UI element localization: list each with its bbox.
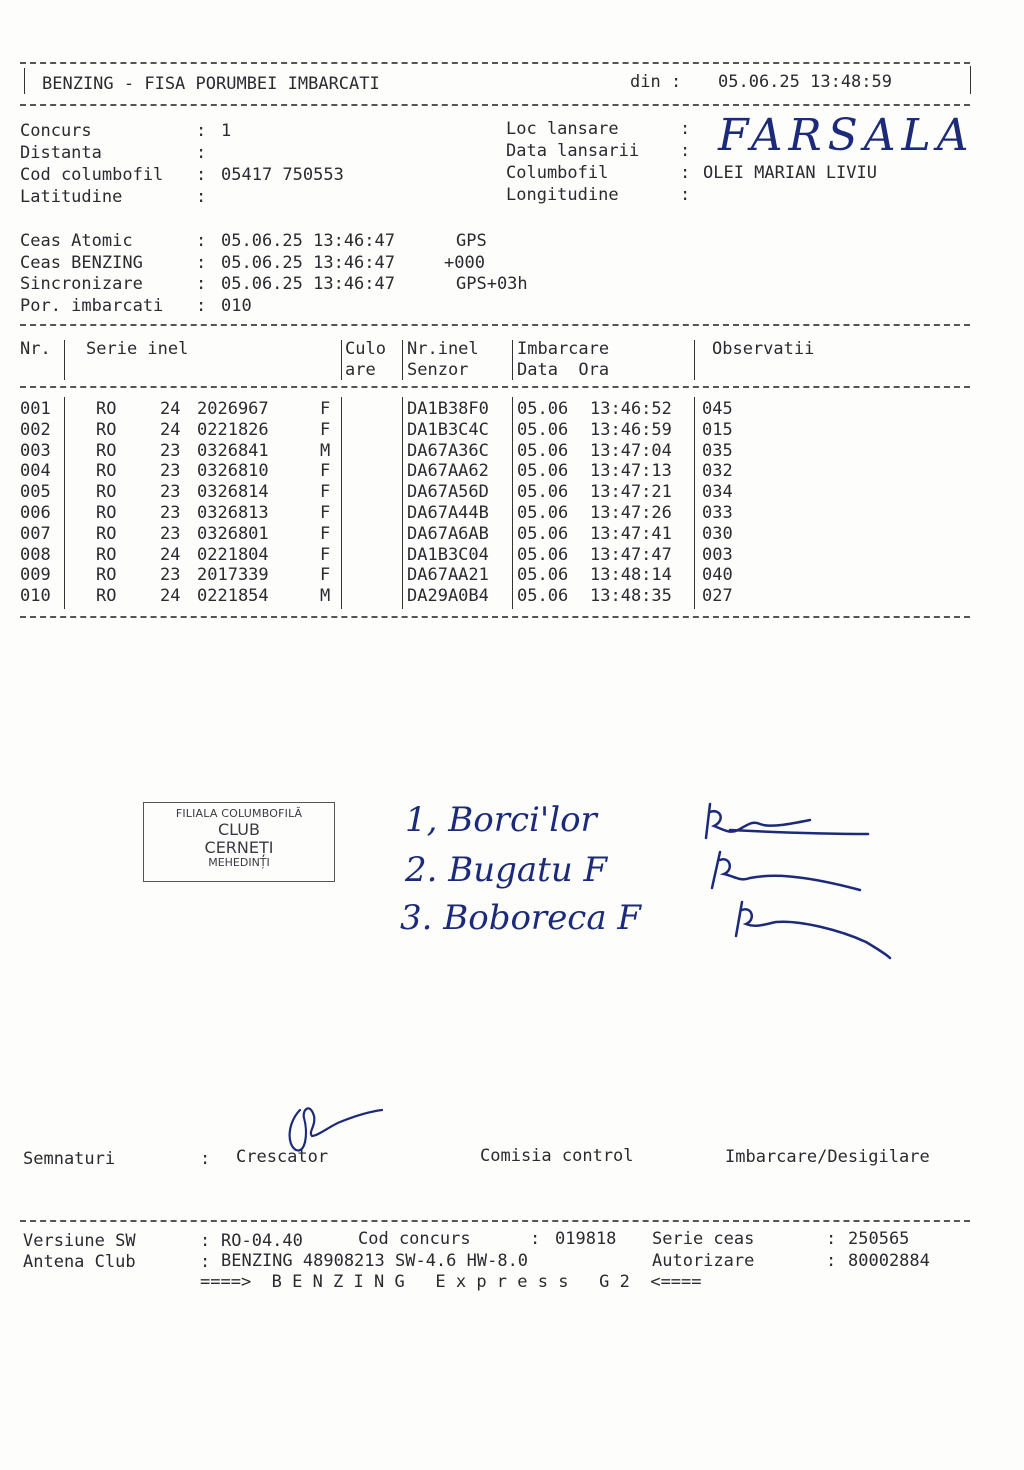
versiune-sw-value: RO-04.40 xyxy=(221,1231,303,1251)
cell-time: 13:47:13 xyxy=(590,461,672,481)
cell-sex: M xyxy=(320,441,331,461)
cell-sex: F xyxy=(320,461,331,481)
cell-obs: 045 xyxy=(702,399,733,419)
cell-sensor: DA67AA62 xyxy=(407,461,489,481)
signature-2 xyxy=(712,852,860,890)
col-header-data-ora: Data Ora xyxy=(517,360,610,380)
cell-date: 05.06 xyxy=(517,441,569,461)
autorizare-value: 80002884 xyxy=(848,1251,930,1271)
cell-time: 13:47:26 xyxy=(590,503,672,523)
loc-lansare-label: Loc lansare xyxy=(506,119,619,139)
row-separator xyxy=(341,397,342,609)
crescator-label: Crescator xyxy=(236,1147,329,1167)
handwritten-entry-3: 3. Boboreca F xyxy=(400,898,642,938)
data-lansarii-label: Data lansarii xyxy=(506,141,640,161)
cell-date: 05.06 xyxy=(517,420,569,440)
cell-date: 05.06 xyxy=(517,586,569,606)
row-separator xyxy=(402,397,403,609)
ceas-atomic-value: 05.06.25 13:46:47 xyxy=(221,231,395,251)
cell-sex: F xyxy=(320,482,331,502)
columbofil-label: Columbofil xyxy=(506,163,609,183)
cell-time: 13:48:35 xyxy=(590,586,672,606)
footer-top-rule xyxy=(20,1220,970,1222)
cell-obs: 030 xyxy=(702,524,733,544)
cell-sex: M xyxy=(320,586,331,606)
cell-sensor: DA67A56D xyxy=(407,482,489,502)
table-bottom-rule xyxy=(20,616,970,618)
sincronizare-value: 05.06.25 13:46:47 xyxy=(221,274,395,294)
longitudine-label: Longitudine xyxy=(506,185,619,205)
header-datetime: 05.06.25 13:48:59 xyxy=(718,72,892,92)
handwritten-entry-2: 2. Bugatu F xyxy=(405,850,608,890)
table-top-rule xyxy=(20,324,970,326)
serie-ceas-value: 250565 xyxy=(848,1229,910,1249)
cell-sensor: DA1B3C4C xyxy=(407,420,489,440)
por-imbarcati-value: 010 xyxy=(221,296,252,316)
cell-time: 13:48:14 xyxy=(590,565,672,585)
club-stamp xyxy=(143,802,335,882)
colon: : xyxy=(680,141,691,161)
cell-sex: F xyxy=(320,524,331,544)
cell-date: 05.06 xyxy=(517,399,569,419)
col-separator xyxy=(402,340,403,380)
colon: : xyxy=(530,1229,541,1249)
colon: : xyxy=(680,163,691,183)
antena-club-label: Antena Club xyxy=(23,1252,136,1272)
cell-date: 05.06 xyxy=(517,565,569,585)
cell-year: 24 xyxy=(160,399,181,419)
din-label: din : xyxy=(630,72,682,92)
row-separator xyxy=(512,397,513,609)
cell-country: RO xyxy=(96,461,117,481)
cell-nr: 008 xyxy=(20,545,51,565)
cell-date: 05.06 xyxy=(517,524,569,544)
col-header-senzor: Senzor xyxy=(407,360,469,380)
ceas-benzing-value: 05.06.25 13:46:47 xyxy=(221,253,395,273)
benzing-brand-line: ====> B E N Z I N G E x p r e s s G 2 <==== xyxy=(200,1272,702,1292)
colon: : xyxy=(196,253,207,273)
stamp-line-2: CLUB xyxy=(218,820,260,839)
colon: : xyxy=(196,121,207,141)
cell-obs: 034 xyxy=(702,482,733,502)
col-header-culo-2: are xyxy=(345,360,376,380)
cell-sensor: DA67A6AB xyxy=(407,524,489,544)
semnaturi-colon: : xyxy=(200,1149,211,1169)
cell-nr: 004 xyxy=(20,461,51,481)
cell-sensor: DA67A36C xyxy=(407,441,489,461)
cod-concurs-label: Cod concurs xyxy=(358,1229,471,1249)
sincronizare-label: Sincronizare xyxy=(20,274,143,294)
cell-sex: F xyxy=(320,565,331,585)
cell-nr: 007 xyxy=(20,524,51,544)
col-header-culo: Culo xyxy=(345,339,386,359)
loc-lansare-handwritten: FARSALA xyxy=(718,110,975,161)
por-imbarcati-label: Por. imbarcati xyxy=(20,296,164,316)
table-header-rule xyxy=(20,386,970,388)
cell-time: 13:46:59 xyxy=(590,420,672,440)
autorizare-label: Autorizare xyxy=(652,1251,755,1271)
cell-sex: F xyxy=(320,503,331,523)
cell-country: RO xyxy=(96,420,117,440)
concurs-value: 1 xyxy=(221,121,232,141)
cod-concurs-value: 019818 xyxy=(555,1229,617,1249)
cell-sex: F xyxy=(320,420,331,440)
top-rule xyxy=(20,62,970,64)
col-header-observatii: Observatii xyxy=(712,339,815,359)
cell-sensor: DA67AA21 xyxy=(407,565,489,585)
cell-date: 05.06 xyxy=(517,461,569,481)
colon: : xyxy=(200,1231,211,1251)
cell-nr: 010 xyxy=(20,586,51,606)
colon: : xyxy=(196,274,207,294)
cell-year: 24 xyxy=(160,545,181,565)
cell-obs: 032 xyxy=(702,461,733,481)
cell-nr: 001 xyxy=(20,399,51,419)
cell-country: RO xyxy=(96,524,117,544)
colon: : xyxy=(680,119,691,139)
cell-sensor: DA1B3C04 xyxy=(407,545,489,565)
colon: : xyxy=(196,165,207,185)
colon: : xyxy=(196,143,207,163)
header-right-bar xyxy=(970,66,971,94)
cell-obs: 027 xyxy=(702,586,733,606)
cell-year: 23 xyxy=(160,503,181,523)
antena-club-value: BENZING 48908213 SW-4.6 HW-8.0 xyxy=(221,1251,529,1271)
cell-nr: 003 xyxy=(20,441,51,461)
col-separator xyxy=(341,340,342,380)
cell-time: 13:47:21 xyxy=(590,482,672,502)
cell-obs: 015 xyxy=(702,420,733,440)
versiune-sw-label: Versiune SW xyxy=(23,1231,136,1251)
cell-country: RO xyxy=(96,482,117,502)
cell-country: RO xyxy=(96,503,117,523)
colon: : xyxy=(826,1251,837,1271)
stamp-line-3: CERNEȚI xyxy=(204,838,274,857)
handwritten-signatures xyxy=(690,790,900,970)
imbarcare-desigilare-label: Imbarcare/Desigilare xyxy=(725,1147,930,1167)
cell-ring: 2017339 xyxy=(197,565,269,585)
cell-ring: 0326801 xyxy=(197,524,269,544)
cell-country: RO xyxy=(96,441,117,461)
cell-ring: 0326810 xyxy=(197,461,269,481)
cell-ring: 2026967 xyxy=(197,399,269,419)
col-header-serie: Serie inel xyxy=(86,339,189,359)
row-separator xyxy=(694,397,695,609)
colon: : xyxy=(200,1252,211,1272)
ceas-atomic-label: Ceas Atomic xyxy=(20,231,133,251)
signature-3 xyxy=(736,902,890,958)
cell-nr: 009 xyxy=(20,565,51,585)
cell-year: 24 xyxy=(160,586,181,606)
distanta-label: Distanta xyxy=(20,143,102,163)
cell-country: RO xyxy=(96,399,117,419)
sincronizare-extra: GPS+03h xyxy=(456,274,528,294)
colon: : xyxy=(826,1229,837,1249)
col-separator xyxy=(64,340,65,380)
cell-obs: 003 xyxy=(702,545,733,565)
row-separator xyxy=(64,397,65,609)
cell-year: 23 xyxy=(160,565,181,585)
cell-sensor: DA1B38F0 xyxy=(407,399,489,419)
cell-sex: F xyxy=(320,399,331,419)
cell-time: 13:47:04 xyxy=(590,441,672,461)
cell-obs: 035 xyxy=(702,441,733,461)
cell-nr: 006 xyxy=(20,503,51,523)
cell-sex: F xyxy=(320,545,331,565)
cell-ring: 0326814 xyxy=(197,482,269,502)
col-header-nr: Nr. xyxy=(20,339,51,359)
cell-year: 23 xyxy=(160,461,181,481)
stamp-line-1: FILIALA COLUMBOFILĂ xyxy=(175,807,303,820)
cell-obs: 040 xyxy=(702,565,733,585)
concurs-label: Concurs xyxy=(20,121,92,141)
cod-columbofil-value: 05417 750553 xyxy=(221,165,344,185)
header-bottom-rule xyxy=(20,104,970,106)
ceas-benzing-extra: +000 xyxy=(444,253,485,273)
columbofil-value: OLEI MARIAN LIVIU xyxy=(703,163,877,183)
cell-nr: 005 xyxy=(20,482,51,502)
cell-ring: 0221804 xyxy=(197,545,269,565)
cell-country: RO xyxy=(96,545,117,565)
cell-year: 23 xyxy=(160,482,181,502)
cell-date: 05.06 xyxy=(517,545,569,565)
colon: : xyxy=(196,231,207,251)
document-title: BENZING - FISA PORUMBEI IMBARCATI xyxy=(42,74,380,94)
ceas-benzing-label: Ceas BENZING xyxy=(20,253,143,273)
cell-time: 13:47:47 xyxy=(590,545,672,565)
cell-ring: 0221854 xyxy=(197,586,269,606)
latitudine-label: Latitudine xyxy=(20,187,123,207)
cell-year: 23 xyxy=(160,441,181,461)
colon: : xyxy=(196,296,207,316)
cell-obs: 033 xyxy=(702,503,733,523)
cell-year: 24 xyxy=(160,420,181,440)
header-left-bar xyxy=(24,68,25,94)
cell-ring: 0326813 xyxy=(197,503,269,523)
col-header-imbarcare: Imbarcare xyxy=(517,339,610,359)
cell-country: RO xyxy=(96,586,117,606)
cell-date: 05.06 xyxy=(517,503,569,523)
cell-ring: 0326841 xyxy=(197,441,269,461)
cell-country: RO xyxy=(96,565,117,585)
serie-ceas-label: Serie ceas xyxy=(652,1229,755,1249)
comisia-control-label: Comisia control xyxy=(480,1146,634,1166)
handwritten-entry-1: 1, Borci'lor xyxy=(405,800,597,840)
stamp-line-4: MEHEDINȚI xyxy=(208,856,270,869)
cell-ring: 0221826 xyxy=(197,420,269,440)
cell-year: 23 xyxy=(160,524,181,544)
semnaturi-label: Semnaturi xyxy=(23,1149,116,1169)
ceas-atomic-extra: GPS xyxy=(456,231,487,251)
cell-time: 13:46:52 xyxy=(590,399,672,419)
colon: : xyxy=(680,185,691,205)
cell-sensor: DA29A0B4 xyxy=(407,586,489,606)
col-separator xyxy=(512,340,513,380)
col-header-nr-inel: Nr.inel xyxy=(407,339,479,359)
col-separator xyxy=(694,340,695,380)
cell-nr: 002 xyxy=(20,420,51,440)
cod-columbofil-label: Cod columbofil xyxy=(20,165,164,185)
cell-time: 13:47:41 xyxy=(590,524,672,544)
signature-1 xyxy=(706,804,868,838)
colon: : xyxy=(196,187,207,207)
cell-date: 05.06 xyxy=(517,482,569,502)
cell-sensor: DA67A44B xyxy=(407,503,489,523)
